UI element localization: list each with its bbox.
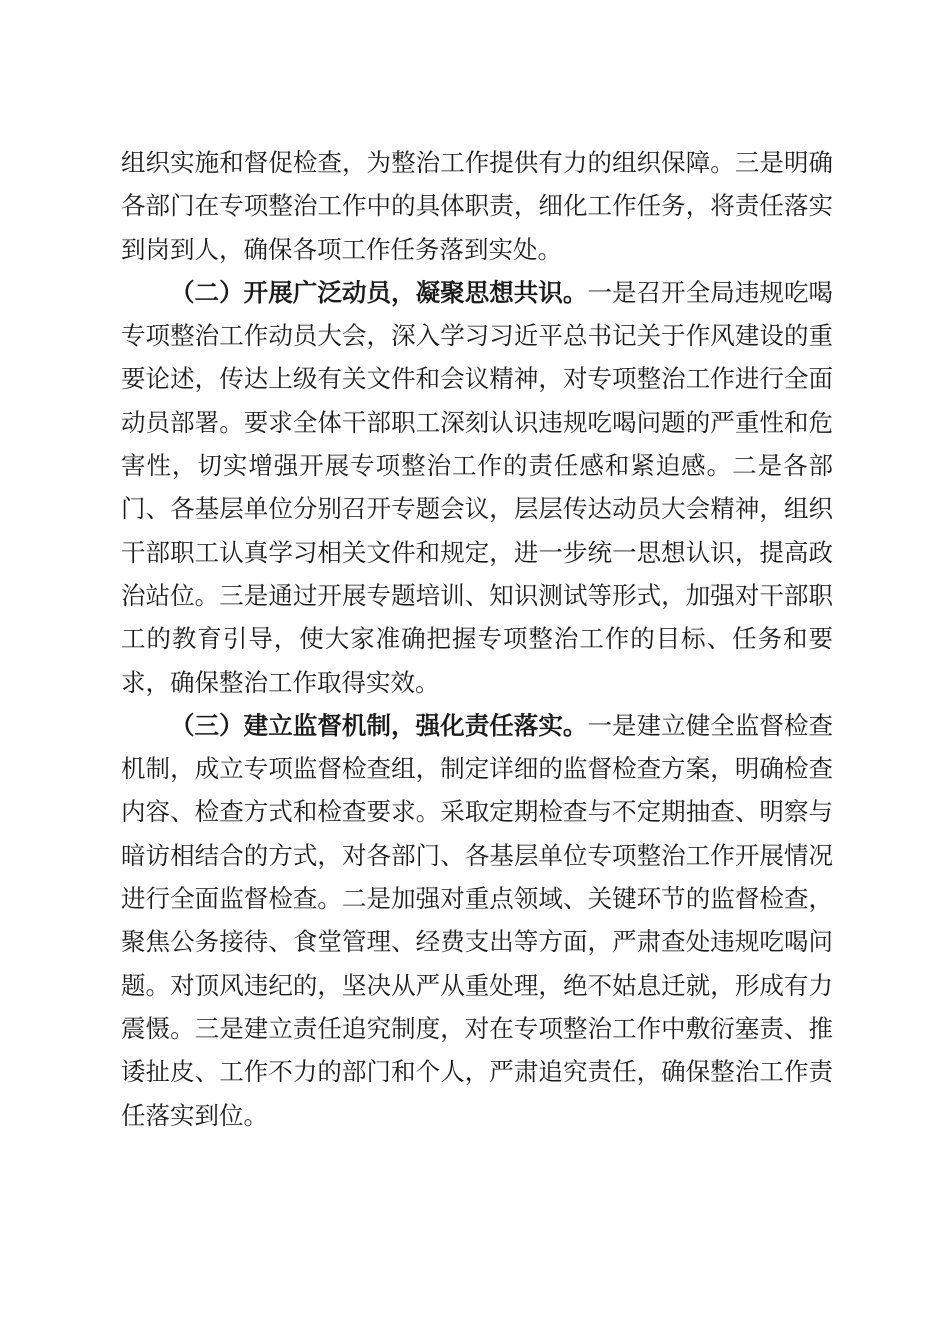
- paragraph-continuation: [121, 141, 833, 271]
- paragraph-body: 一是建立健全监督检查机制，成立专项监督检查组，制定详细的监督检查方案，明确检查内容、检查方式和检查要求。采取定期检查与不定期抽查、明察与暗访相结合的方式，对各部门、各基层单位专项整治工作开展情况进行全面监督检查。二是加强对重点领域、关键环节的监督检查，聚焦公务接待、食堂管理、经费支出等方面，严肃查处违规吃喝问题。对顶风违纪的，坚决从严从重处理，绝不姑息迁就，形成有力震慑。三是建立责任追究制度，对在专项整治工作中敷衍塞责、推诿扯皮、工作不力的部门和个人，严肃追究责任，确保整治工作责任落实到位。: [121, 710, 834, 1130]
- document-page: [121, 141, 833, 1137]
- paragraph-body: 组织实施和督促检查，为整治工作提供有力的组织保障。三是明确各部门在专项整治工作中的具体职责，细化工作任务，将责任落实到岗到人，确保各项工作任务落到实处。: [121, 148, 833, 264]
- paragraph-body: 一是召开全局违规吃喝专项整治工作动员大会，深入学习习近平总书记关于作风建设的重要论述，传达上级有关文件和会议精神，对专项整治工作进行全面动员部署。要求全体干部职工深刻认识违规吃喝问题的严重性和危害性，切实增强开展专项整治工作的责任感和紧迫感。二是各部门、各基层单位分别召开专题会议，层层传达动员大会精神，组织干部职工认真学习相关文件和规定，进一步统一思想认识，提高政治站位。三是通过开展专题培训、知识测试等形式，加强对干部职工的教育引导，使大家准确把握专项整治工作的目标、任务和要求，确保整治工作取得实效。: [121, 277, 834, 697]
- paragraph-section-2: [121, 271, 833, 704]
- section-heading: （二）开展广泛动员，凝聚思想共识。: [170, 277, 588, 307]
- paragraph-section-3: [121, 704, 833, 1137]
- section-heading: （三）建立监督机制，强化责任落实。: [170, 710, 588, 740]
